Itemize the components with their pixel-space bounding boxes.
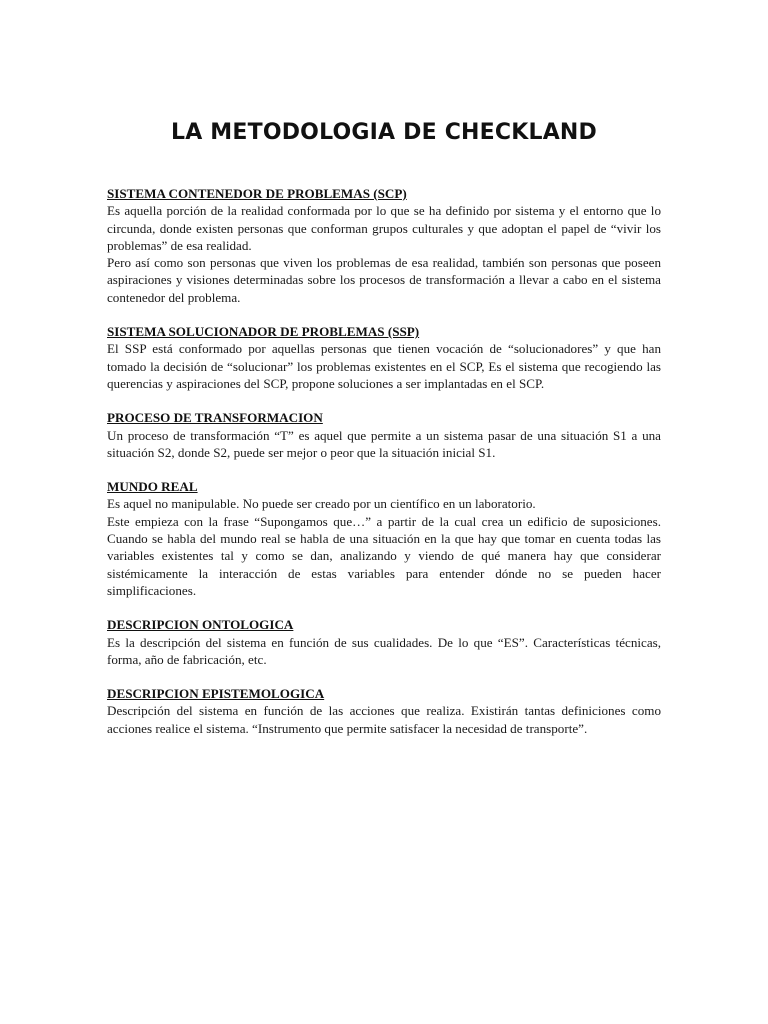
section-paragraph: Un proceso de transformación “T” es aquel que permite a un sistema pasar de una situación S1 a una situación S2, donde S2, puede ser mejor o peor que la situación inicial S1. bbox=[107, 427, 661, 460]
section-paragraph: Descripción del sistema en función de las acciones que realiza. Existirán tantas definiciones como acciones realice el sistema. “Instrumento que permite satisfacer la necesidad de transporte”. bbox=[107, 703, 661, 736]
section-paragraph: El SSP está conformado por aquellas personas que tienen vocación de “solucionadores” y que han tomado la decisión de “solucionar” los problemas existentes en el SCP, Es el sistema que recogiendo las querencias y aspiraciones del SCP, propone soluciones a ser implantadas en el SCP. bbox=[107, 341, 661, 391]
section-paragraph: Es aquel no manipulable. No puede ser creado por un científico en un laboratorio. bbox=[107, 496, 536, 512]
section-scp bbox=[107, 185, 661, 306]
section-heading: SISTEMA CONTENEDOR DE PROBLEMAS (SCP) bbox=[107, 186, 407, 201]
document-body bbox=[107, 185, 661, 754]
section-descripcion-ontologica bbox=[107, 616, 661, 668]
section-heading: SISTEMA SOLUCIONADOR DE PROBLEMAS (SSP) bbox=[107, 324, 420, 340]
section-heading: MUNDO REAL bbox=[107, 479, 198, 495]
section-paragraph: Es aquella porción de la realidad conformada por lo que se ha definido por sistema y el entorno que lo circunda, donde existen personas que conforman grupos culturales y que adoptan el papel de “vivir los problemas” de esa realidad. bbox=[107, 203, 661, 253]
section-descripcion-epistemologica bbox=[107, 685, 661, 737]
section-heading: PROCESO DE TRANSFORMACION bbox=[107, 410, 323, 426]
section-paragraph: Este empieza con la frase “Supongamos que…” a partir de la cual crea un edificio de suposiciones. Cuando se habla del mundo real se habla de una situación en la que hay que tomar en cuenta todas las variables existentes tal y como se dan, analizando y viendo de qué manera hay que considerar sistémicamente la interacción de estas variables para entender dónde no se pueden hacer simplificaciones. bbox=[107, 513, 661, 598]
section-heading: DESCRIPCION ONTOLOGICA bbox=[107, 617, 294, 633]
section-ssp bbox=[107, 323, 661, 392]
section-mundo-real bbox=[107, 478, 661, 599]
section-paragraph: Es la descripción del sistema en función de sus cualidades. De lo que “ES”. Características técnicas, forma, año de fabricación, etc. bbox=[107, 634, 661, 667]
section-proceso-transformacion bbox=[107, 409, 661, 461]
section-heading: DESCRIPCION EPISTEMOLOGICA bbox=[107, 686, 325, 702]
page-title: LA METODOLOGIA DE CHECKLAND bbox=[170, 120, 597, 145]
section-paragraph: Pero así como son personas que viven los problemas de esa realidad, también son personas que poseen aspiraciones y visiones determinadas sobre los procesos de transformación a llevar a cabo en el sistema contenedor del problema. bbox=[107, 255, 661, 305]
